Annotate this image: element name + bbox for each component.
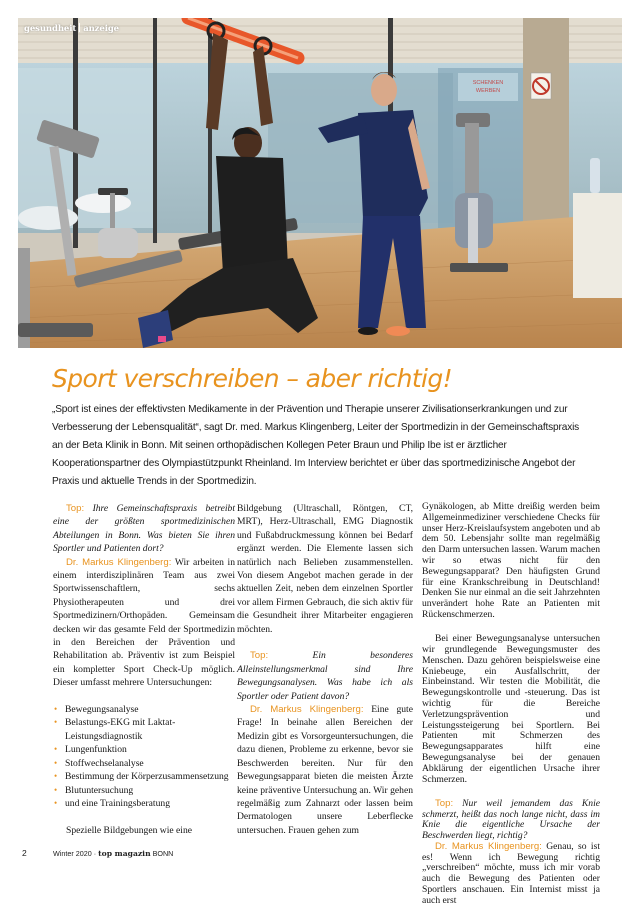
bullet-icon: •: [54, 744, 58, 755]
checkup-list: [53, 703, 235, 810]
answer-2: [237, 703, 413, 837]
list-item: [53, 716, 235, 743]
list-item-text: Belastungs-EKG mit Laktat-Leistungsdiagnostik: [65, 717, 176, 742]
paragraph-bewegungsanalyse: Bei einer Bewegungsanalyse untersuchen wir grundlegende Bewegungsmuster des Menschen. Dazu gehören beispielsweise eine Kniebeuge, ein Ausfallschritt, der Einbeinstand. Wir testen die Mobilität, die Bewegungskontrolle und -steuerung. Das ist wichtig für die Bereiche Verletzungsprävention und Leistungssteigerung bei Sportlern. Bei Patienten mit Schmerzen des Bewegungsapparates hilft eine Bewegungsanalyse bei der genauen Abklärung der eigentlichen Ursache ihrer Schmerzen.: [422, 633, 600, 785]
bullet-icon: •: [54, 717, 58, 728]
paragraph-bildgebung-text: Spezielle Bildgebungen wie eine: [66, 824, 193, 836]
list-item: [53, 703, 235, 716]
bullet-icon: •: [54, 757, 58, 768]
section-rubric: [24, 23, 119, 34]
answer-3-text: Genau, so ist es! Wenn ich Bewegung richtig „verschreiben“ möchte, muss ich mir vorab auch die Bewegung des Patienten oder Sportlers anschauen. Ein Internist misst ja auch erst: [422, 840, 600, 906]
list-item-text: Blutuntersuchung: [65, 784, 134, 796]
article-headline: Sport verschreiben – aber richtig!: [52, 364, 453, 393]
answer-1: [53, 556, 235, 690]
rubric-divider: [79, 23, 80, 32]
interviewee-label: Dr. Markus Klingenberg:: [66, 556, 172, 568]
rubric-section: gesundheit: [24, 24, 77, 34]
list-item-text: Bewegungsanalyse: [65, 704, 139, 716]
magazine-city: BONN: [152, 849, 174, 858]
magazine-name: top magazin: [98, 849, 151, 858]
list-item-text: Stoffwechselanalyse: [65, 757, 144, 769]
answer-1-text: Wir arbeiten in einem interdisziplinären Team aus zwei Sportwissenschaftlern, sechs Physiotherapeuten und drei Sportmedizinern/Orthopäden. Gemeinsam decken wir das gesamte Feld der Sportmedizin in den Bereichen der Prävention und Rehabilitation ab. Präventiv ist zum Beispiel ein kompletter Sport Check-Up möglich. Dieser umfasst mehrere Untersuchungen:: [53, 556, 235, 689]
list-item: [53, 743, 235, 756]
interviewer-label: Top:: [66, 503, 85, 514]
article-intro: „Sport ist eines der effektivsten Medikamente in der Prävention und Therapie unserer Zivilisationserkrankungen und zur Verbesserung der Lebensqualität“, sagt Dr. med. Markus Klingenberg, Leiter der Sportmedizin in der Gemeinschaftspraxis an der Beta Klinik in Bonn. Mit seinen orthopädischen Kollegen Peter Braun und Philip Ibe ist er ärztlicher Kooperationspartner des Olympiastützpunkt Rheinland. Im Interview berichtet er über das sportmedizinische Angebot der Praxis und aktuelle Trends in der Sportmedizin.: [52, 404, 580, 487]
bullet-icon: •: [54, 704, 58, 715]
paragraph-bildgebung-text-continued: Bildgebung (Ultraschall, Röntgen, CT, MRT), Herz-Ultraschall, EMG Diagnostik und Fußabdruckmessung können bei Bedarf ergänzt werden. Die Elemente lassen sich natürlich nach Belieben zusammenstellen. Von diesem Angebot machen gerade in der aktuellen Zeit, neben dem einzelnen Sportler vor allem Firmen Gebrauch, die sich aktiv für die Gesundheit ihrer Mitarbeiter engagieren möchten.: [237, 503, 413, 635]
answer-2-continued: [422, 502, 600, 621]
answer-2-text-continued: Gynäkologen, ab Mitte dreißig werden beim Allgemeinmediziner verschiedene Checks für unser Herz-Kreislaufsystem angeboten und ab dem 50. Lebensjahr sollte man regelmäßig den Darm untersuchen lassen. Warum machen wir so etwas nicht für den Bewegungsapparat? Den häufigsten Grund für eine Krankschreibung in Deutschland! Denken Sie nur einmal an die seit Jahrzehnten unverändert hohe Rate an Patienten mit Rückenschmerzen.: [422, 501, 600, 620]
list-item: [53, 797, 235, 810]
list-item-text: Bestimmung der Körperzusammensetzung: [65, 771, 229, 783]
interviewee-label: Dr. Markus Klingenberg:: [435, 840, 542, 852]
article-column-2: [237, 502, 413, 837]
article-column-3: [422, 502, 600, 907]
issue-date: Winter 2020 ·: [53, 849, 97, 858]
rubric-type: anzeige: [83, 24, 119, 34]
gym-scene-illustration: [18, 18, 622, 348]
interviewer-label: Top:: [435, 797, 454, 809]
list-item: [53, 784, 235, 797]
list-item-text: und eine Trainingsberatung: [65, 797, 170, 809]
window-sign-line1: SCHENKEN: [472, 80, 504, 86]
side-cabinet: [573, 193, 622, 298]
question-3: [422, 799, 600, 842]
window-sign-line2: WERBEN: [475, 88, 501, 94]
bullet-icon: •: [54, 771, 58, 782]
question-2: [237, 649, 413, 703]
question-1: [53, 502, 235, 556]
question-2-text: Ein besonderes Alleinstellungsmerkmal sind Ihre Bewegungsanalysen. Was habe ich als Sportler oder Patient davon?: [237, 650, 413, 702]
list-item-text: Lungenfunktion: [65, 744, 127, 756]
answer-2-text: Eine gute Frage! In beinahe allen Bereichen der Medizin gibt es Vorsorgeuntersuchungen, die dazu dienen, Probleme zu erkenne, bevor sie Beschwerden bereiten. Nur für den Bewegungsapparat bieten die meisten Ärzte keine präventive Untersuchung an. Wir gehen regelmäßig zum Zahnarzt oder lassen beim Dermatologen unsere Leberflecke untersuchen. Frauen gehen zum: [237, 704, 413, 836]
bullet-icon: •: [54, 784, 58, 795]
list-item: [53, 757, 235, 770]
question-3-text: Nur weil jemandem das Knie schmerzt, heißt das noch lange nicht, dass im Knie die eigentliche Ursache der Beschwerden liegt, richtig?: [422, 797, 600, 842]
page-footer: [0, 848, 640, 862]
issue-line: [53, 849, 173, 858]
list-item: [53, 770, 235, 783]
page-number: 2: [22, 848, 27, 858]
paragraph-bildgebung-continued: [237, 502, 413, 636]
pillar: [523, 18, 569, 248]
paragraph-bildgebung: [53, 824, 235, 837]
interviewer-label: Top:: [250, 650, 269, 662]
hero-photo: [18, 18, 622, 348]
interviewee-label: Dr. Markus Klingenberg:: [250, 704, 364, 716]
question-1-text: Ihre Gemeinschaftspraxis betreibt eine der größten sportmedizinischen Abteilungen in Bonn. Was bieten Sie ihren Sportler und Patienten dort?: [53, 503, 235, 555]
article-column-1: [53, 502, 235, 837]
bullet-icon: •: [54, 797, 58, 808]
